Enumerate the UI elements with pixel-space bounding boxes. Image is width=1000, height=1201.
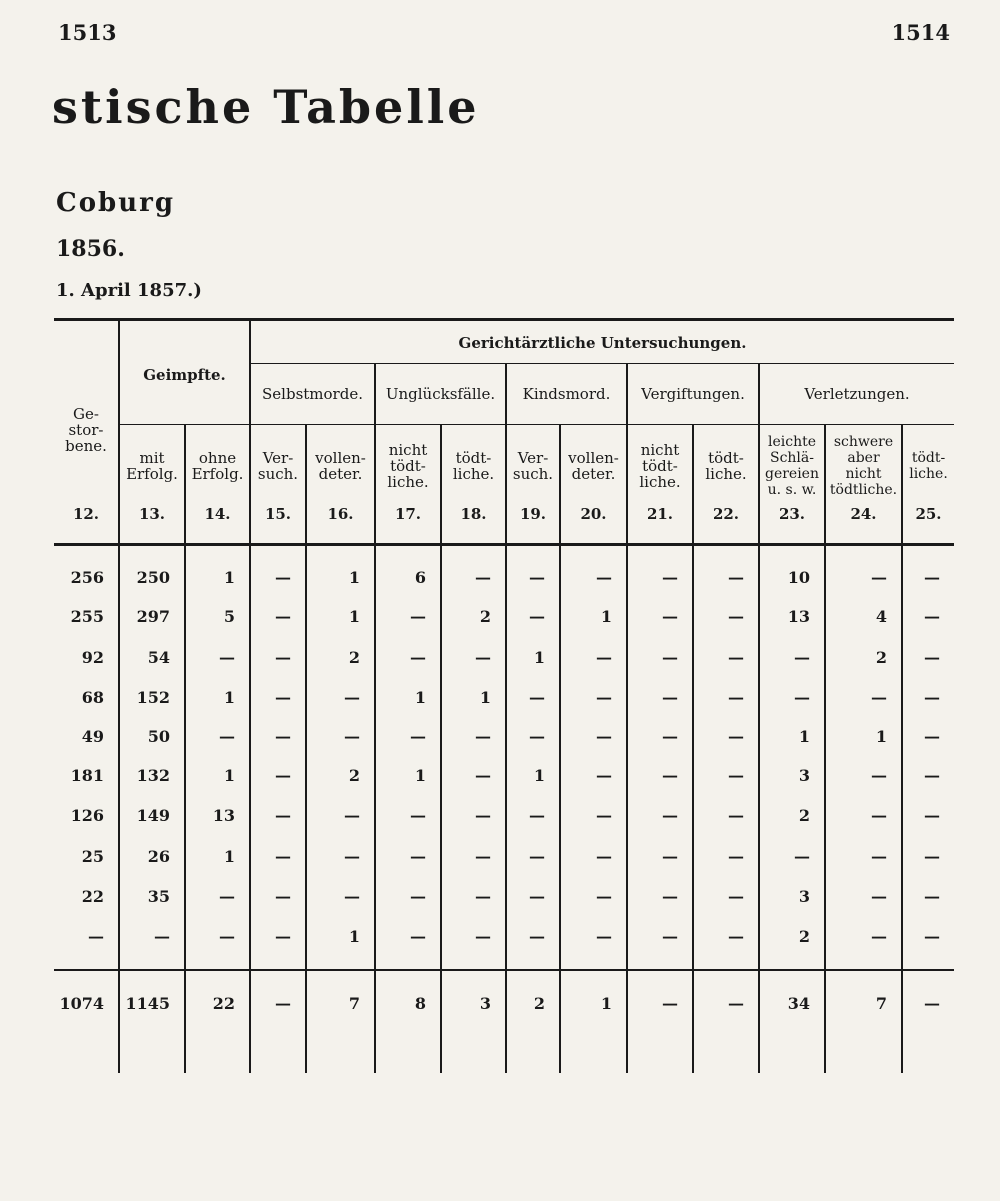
table-cell: 1 xyxy=(223,766,235,785)
date-line: 1. April 1857.) xyxy=(56,280,202,301)
column-header: schwere aber nicht tödtliche. xyxy=(829,434,898,498)
table-cell: — xyxy=(924,648,940,667)
table-cell: 25 xyxy=(81,847,104,866)
table-cell: — xyxy=(475,887,491,906)
table-cell: — xyxy=(662,727,678,746)
table-cell: 297 xyxy=(136,607,170,626)
rule-header-bottom xyxy=(54,543,954,546)
table-cell: — xyxy=(529,806,545,825)
total-cell: 1 xyxy=(600,994,612,1013)
table-cell: — xyxy=(475,847,491,866)
table-cell: — xyxy=(529,927,545,946)
table-cell: — xyxy=(475,727,491,746)
table-cell: — xyxy=(596,766,612,785)
table-cell: 26 xyxy=(147,847,170,866)
table-cell: 68 xyxy=(81,688,104,707)
page-title: stische Tabelle xyxy=(52,80,480,134)
group-header-gerichtaerztliche: Gerichtärztliche Untersuchungen. xyxy=(458,334,747,352)
table-cell: 6 xyxy=(414,568,426,587)
column-number: 19. xyxy=(519,505,547,523)
table-cell: 256 xyxy=(70,568,104,587)
table-cell: 92 xyxy=(81,648,104,667)
total-cell: 7 xyxy=(875,994,887,1013)
table-cell: 2 xyxy=(875,648,887,667)
column-number: 15. xyxy=(264,505,292,523)
rule-subgroup xyxy=(118,424,954,425)
table-cell: — xyxy=(794,648,810,667)
table-cell: 4 xyxy=(875,607,887,626)
column-header: Ge- stor- bene. xyxy=(65,405,107,455)
table-cell: 5 xyxy=(223,607,235,626)
table-cell: — xyxy=(728,727,744,746)
column-header: vollen- deter. xyxy=(568,449,619,483)
table-cell: — xyxy=(728,688,744,707)
column-number: 13. xyxy=(138,505,166,523)
table-cell: 1 xyxy=(600,607,612,626)
table-cell: — xyxy=(871,568,887,587)
column-number: 22. xyxy=(712,505,740,523)
column-number: 16. xyxy=(327,505,354,523)
table-cell: — xyxy=(871,847,887,866)
table-cell: 2 xyxy=(479,607,491,626)
total-cell: 22 xyxy=(212,994,235,1013)
table-cell: 1 xyxy=(479,688,491,707)
table-cell: 54 xyxy=(147,648,170,667)
column-header: leichte Schlä- gereien u. s. w. xyxy=(764,434,819,498)
page-number-left: 1513 xyxy=(58,20,117,45)
table-cell: 1 xyxy=(348,568,360,587)
table-cell: — xyxy=(728,927,744,946)
table-cell: 1 xyxy=(875,727,887,746)
table-cell: 10 xyxy=(787,568,810,587)
table-cell: — xyxy=(596,806,612,825)
table-cell: — xyxy=(662,688,678,707)
column-number: 20. xyxy=(580,505,607,523)
column-header: tödt- liche. xyxy=(452,449,495,483)
table-cell: 1 xyxy=(414,766,426,785)
table-cell: — xyxy=(275,568,291,587)
total-cell: 3 xyxy=(479,994,491,1013)
table-cell: — xyxy=(529,688,545,707)
table-cell: — xyxy=(88,927,104,946)
table-cell: — xyxy=(529,847,545,866)
table-cell: 2 xyxy=(348,766,360,785)
table-cell: — xyxy=(529,887,545,906)
total-cell: 1074 xyxy=(59,994,104,1013)
group-header-geimpfte: Geimpfte. xyxy=(143,366,226,384)
table-cell: — xyxy=(924,766,940,785)
table-cell: — xyxy=(924,568,940,587)
table-cell: — xyxy=(924,927,940,946)
column-header: ohne Erfolg. xyxy=(191,449,244,483)
table-cell: — xyxy=(410,927,426,946)
table-cell: — xyxy=(728,847,744,866)
table-cell: 2 xyxy=(798,806,810,825)
table-cell: — xyxy=(275,727,291,746)
table-cell: — xyxy=(344,887,360,906)
table-cell: — xyxy=(662,847,678,866)
table-cell: — xyxy=(475,568,491,587)
column-number: 25. xyxy=(915,505,942,523)
table-cell: — xyxy=(871,688,887,707)
table-cell: — xyxy=(871,766,887,785)
total-cell: — xyxy=(275,994,291,1013)
column-number: 24. xyxy=(850,505,877,523)
year-label: 1856. xyxy=(56,236,125,262)
table-cell: 1 xyxy=(533,766,545,785)
table-cell: — xyxy=(871,927,887,946)
table-cell: — xyxy=(662,927,678,946)
table-cell: 1 xyxy=(223,568,235,587)
group-header-kindsmord: Kindsmord. xyxy=(522,385,611,403)
table-cell: 35 xyxy=(147,887,170,906)
place-name: Coburg xyxy=(56,188,175,218)
table-cell: 1 xyxy=(348,607,360,626)
table-cell: — xyxy=(410,847,426,866)
total-cell: 1145 xyxy=(125,994,170,1013)
column-number: 23. xyxy=(778,505,806,523)
table-cell: 22 xyxy=(81,887,104,906)
table-cell: — xyxy=(596,727,612,746)
table-cell: — xyxy=(596,887,612,906)
table-cell: — xyxy=(596,927,612,946)
rule-top xyxy=(54,318,954,321)
table-cell: — xyxy=(344,688,360,707)
table-cell: — xyxy=(410,727,426,746)
table-cell: — xyxy=(924,607,940,626)
column-number: 21. xyxy=(646,505,674,523)
table-cell: — xyxy=(596,648,612,667)
table-cell: 50 xyxy=(147,727,170,746)
table-cell: 255 xyxy=(70,607,104,626)
table-cell: — xyxy=(219,887,235,906)
table-cell: — xyxy=(275,927,291,946)
total-cell: — xyxy=(728,994,744,1013)
table-cell: — xyxy=(154,927,170,946)
table-cell: 2 xyxy=(348,648,360,667)
table-cell: — xyxy=(596,688,612,707)
table-cell: — xyxy=(728,766,744,785)
table-cell: — xyxy=(410,607,426,626)
table-cell: 181 xyxy=(70,766,104,785)
table-cell: — xyxy=(924,688,940,707)
total-cell: — xyxy=(662,994,678,1013)
table-cell: — xyxy=(871,806,887,825)
table-cell: — xyxy=(219,927,235,946)
total-cell: 8 xyxy=(414,994,426,1013)
table-cell: 13 xyxy=(212,806,235,825)
column-header: tödt- liche. xyxy=(909,450,948,482)
table-cell: 149 xyxy=(136,806,170,825)
table-cell: — xyxy=(275,688,291,707)
rule-totals xyxy=(54,969,954,971)
column-header: tödt- liche. xyxy=(705,449,747,483)
column-number: 12. xyxy=(72,505,100,523)
table-cell: — xyxy=(275,607,291,626)
column-number: 18. xyxy=(460,505,487,523)
column-number: 14. xyxy=(204,505,231,523)
rule-group xyxy=(250,363,954,364)
table-cell: 1 xyxy=(223,688,235,707)
table-cell: — xyxy=(344,727,360,746)
column-header: vollen- deter. xyxy=(315,449,366,483)
table-cell: — xyxy=(275,766,291,785)
table-cell: — xyxy=(410,806,426,825)
table-cell: — xyxy=(924,887,940,906)
table-cell: 13 xyxy=(787,607,810,626)
table-cell: — xyxy=(794,688,810,707)
table-cell: — xyxy=(596,568,612,587)
table-cell: 3 xyxy=(798,766,810,785)
column-number: 17. xyxy=(394,505,422,523)
table-cell: 49 xyxy=(81,727,104,746)
table-cell: — xyxy=(794,847,810,866)
table-cell: — xyxy=(275,806,291,825)
table-cell: — xyxy=(410,887,426,906)
table-cell: 250 xyxy=(136,568,170,587)
table-cell: — xyxy=(344,847,360,866)
group-header-verletzungen: Verletzungen. xyxy=(804,385,910,403)
table-cell: — xyxy=(924,727,940,746)
table-cell: 1 xyxy=(798,727,810,746)
table-cell: 1 xyxy=(533,648,545,667)
table-cell: 132 xyxy=(136,766,170,785)
table-cell: — xyxy=(662,806,678,825)
table-cell: — xyxy=(275,887,291,906)
table-cell: — xyxy=(410,648,426,667)
table-cell: — xyxy=(662,648,678,667)
table-cell: — xyxy=(662,766,678,785)
page-number-right: 1514 xyxy=(891,20,950,45)
table-cell: 1 xyxy=(414,688,426,707)
table-cell: — xyxy=(219,727,235,746)
table-cell: — xyxy=(275,847,291,866)
table-cell: — xyxy=(219,648,235,667)
table-cell: — xyxy=(275,648,291,667)
table-cell: — xyxy=(344,806,360,825)
table-cell: — xyxy=(662,887,678,906)
table-cell: — xyxy=(728,887,744,906)
column-header: Ver- such. xyxy=(512,449,554,483)
total-cell: 2 xyxy=(533,994,545,1013)
table-cell: — xyxy=(662,568,678,587)
table-cell: — xyxy=(596,847,612,866)
table-cell: — xyxy=(475,806,491,825)
table-cell: — xyxy=(529,568,545,587)
group-header-selbstmorde: Selbstmorde. xyxy=(262,385,363,403)
table-cell: — xyxy=(728,607,744,626)
column-header: Ver- such. xyxy=(257,449,299,483)
group-header-ungluecksfaelle: Unglücksfälle. xyxy=(385,385,496,403)
table-cell: — xyxy=(529,607,545,626)
total-cell: 34 xyxy=(787,994,810,1013)
table-cell: — xyxy=(475,648,491,667)
table-cell: — xyxy=(529,727,545,746)
table-cell: — xyxy=(728,648,744,667)
table-cell: 2 xyxy=(798,927,810,946)
table-cell: — xyxy=(475,766,491,785)
table-cell: — xyxy=(924,847,940,866)
table-cell: 1 xyxy=(348,927,360,946)
table-cell: 126 xyxy=(70,806,104,825)
column-header: mit Erfolg. xyxy=(126,449,178,483)
table-cell: — xyxy=(662,607,678,626)
total-cell: 7 xyxy=(348,994,360,1013)
table-cell: — xyxy=(924,806,940,825)
table-cell: — xyxy=(475,927,491,946)
table-cell: 152 xyxy=(136,688,170,707)
table-cell: — xyxy=(871,887,887,906)
column-header: nicht tödt- liche. xyxy=(639,441,681,491)
column-header: nicht tödt- liche. xyxy=(387,441,429,491)
group-header-vergiftungen: Vergiftungen. xyxy=(641,385,745,403)
table-cell: 1 xyxy=(223,847,235,866)
table-cell: — xyxy=(728,568,744,587)
table-cell: — xyxy=(728,806,744,825)
total-cell: — xyxy=(924,994,940,1013)
table-cell: 3 xyxy=(798,887,810,906)
